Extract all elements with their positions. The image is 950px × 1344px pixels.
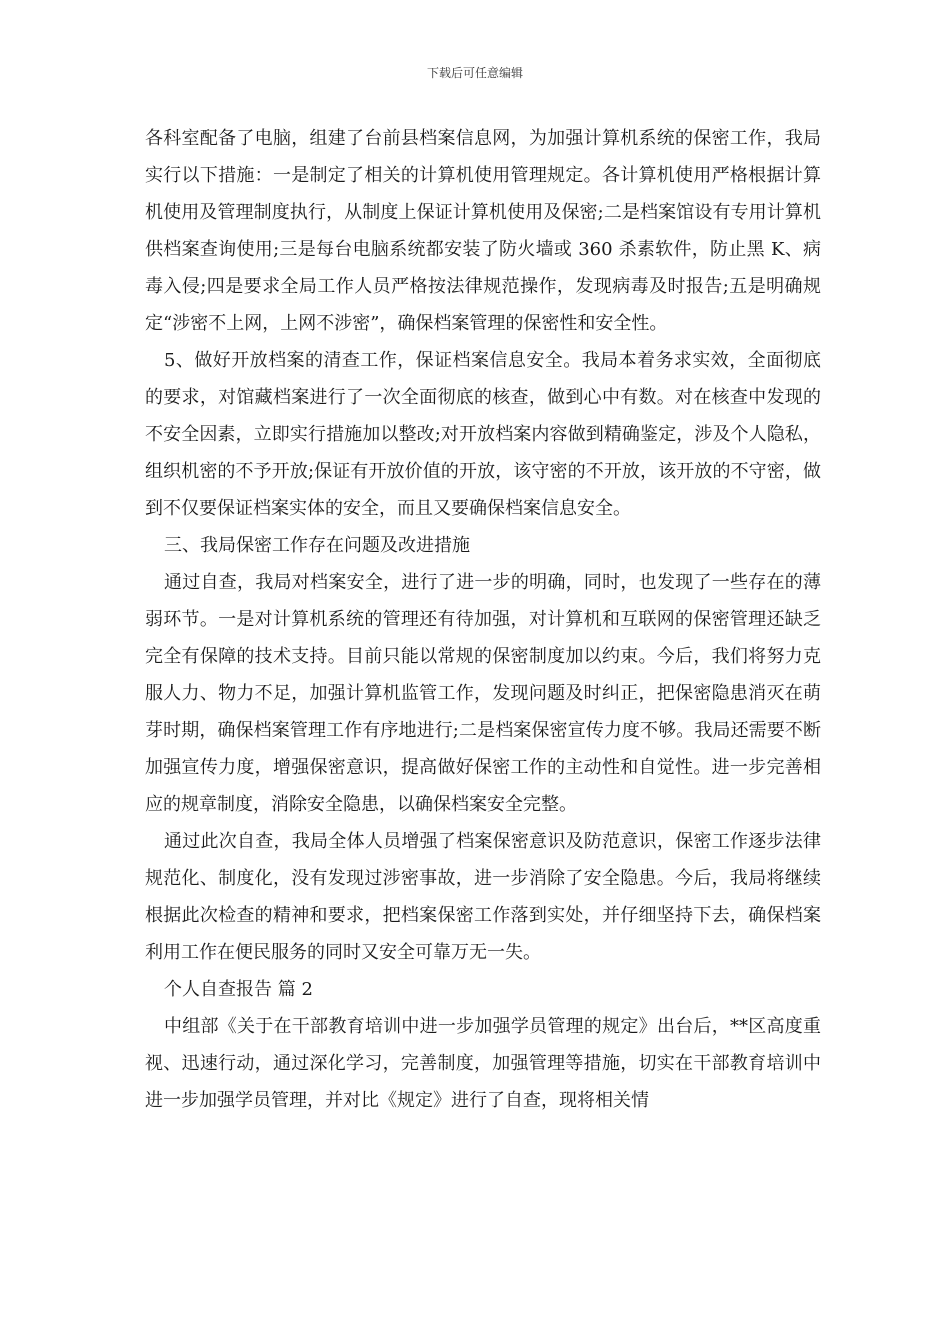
paragraph-open-archives: 5、做好开放档案的清查工作，保证档案信息安全。我局本着务求实效，全面彻底的要求，对馆藏档案进行了一次全面彻底的核查，做到心中有数。对在核查中发现的不安全因素，立即实行措施加以整改;对开放档案内容做到精确鉴定，涉及个人隐私，组织机密的不予开放;保证有开放价值的开放，该守密的不开放，该开放的不守密，做到不仅要保证档案实体的安全，而且又要确保档案信息安全。 — [145, 350, 821, 519]
paragraph-self-check-issues: 通过自查，我局对档案安全，进行了进一步的明确，同时，也发现了一些存在的薄弱环节。一是对计算机系统的管理还有待加强，对计算机和互联网的保密管理还缺乏完全有保障的技术支持。目前只能以常规的保密制度加以约束。今后，我们将努力克服人力、物力不足，加强计算机监管工作，发现问题及时纠正，把保密隐患消灭在萌芽时期，确保档案管理工作有序地进行;二是档案保密宣传力度不够。我局还需要不断加强宣传力度，增强保密意识，提高做好保密工作的主动性和自觉性。进一步完善相应的规章制度，消除安全隐患，以确保档案安全完整。 — [145, 572, 821, 815]
report-title-part-2: 个人自查报告 篇 2 — [164, 979, 313, 1000]
page-header-note: 下载后可任意编辑 — [426, 66, 523, 80]
paragraph-report-2-intro: 中组部《关于在干部教育培训中进一步加强学员管理的规定》出台后，**区高度重视、迅速行动，通过深化学习，完善制度，加强管理等措施，切实在干部教育培训中进一步加强学员管理，并对比《规定》进行了自查，现将相关情 — [145, 1016, 821, 1111]
paragraph-conclusion: 通过此次自查，我局全体人员增强了档案保密意识及防范意识，保密工作逐步法律规范化、制度化，没有发现过涉密事故，进一步消除了安全隐患。今后，我局将继续根据此次检查的精神和要求，把档案保密工作落到实处，并仔细坚持下去，确保档案利用工作在便民服务的同时又安全可靠万无一失。 — [145, 831, 821, 963]
section-heading-problems: 三、我局保密工作存在问题及改进措施 — [164, 535, 470, 556]
paragraph-computer-security: 各科室配备了电脑，组建了台前县档案信息网，为加强计算机系统的保密工作，我局实行以下措施：一是制定了相关的计算机使用管理规定。各计算机使用严格根据计算机使用及管理制度执行，从制度上保证计算机使用及保密;二是档案馆设有专用计算机供档案查询使用;三是每台电脑系统都安装了防火墙或 360 杀素软件，防止黑 K、病毒入侵;四是要求全局工作人员严格按法律规范操作，发现病毒及时报告;五是明确规定“涉密不上网，上网不涉密”，确保档案管理的保密性和安全性。 — [145, 128, 821, 334]
document-body — [145, 120, 821, 1119]
